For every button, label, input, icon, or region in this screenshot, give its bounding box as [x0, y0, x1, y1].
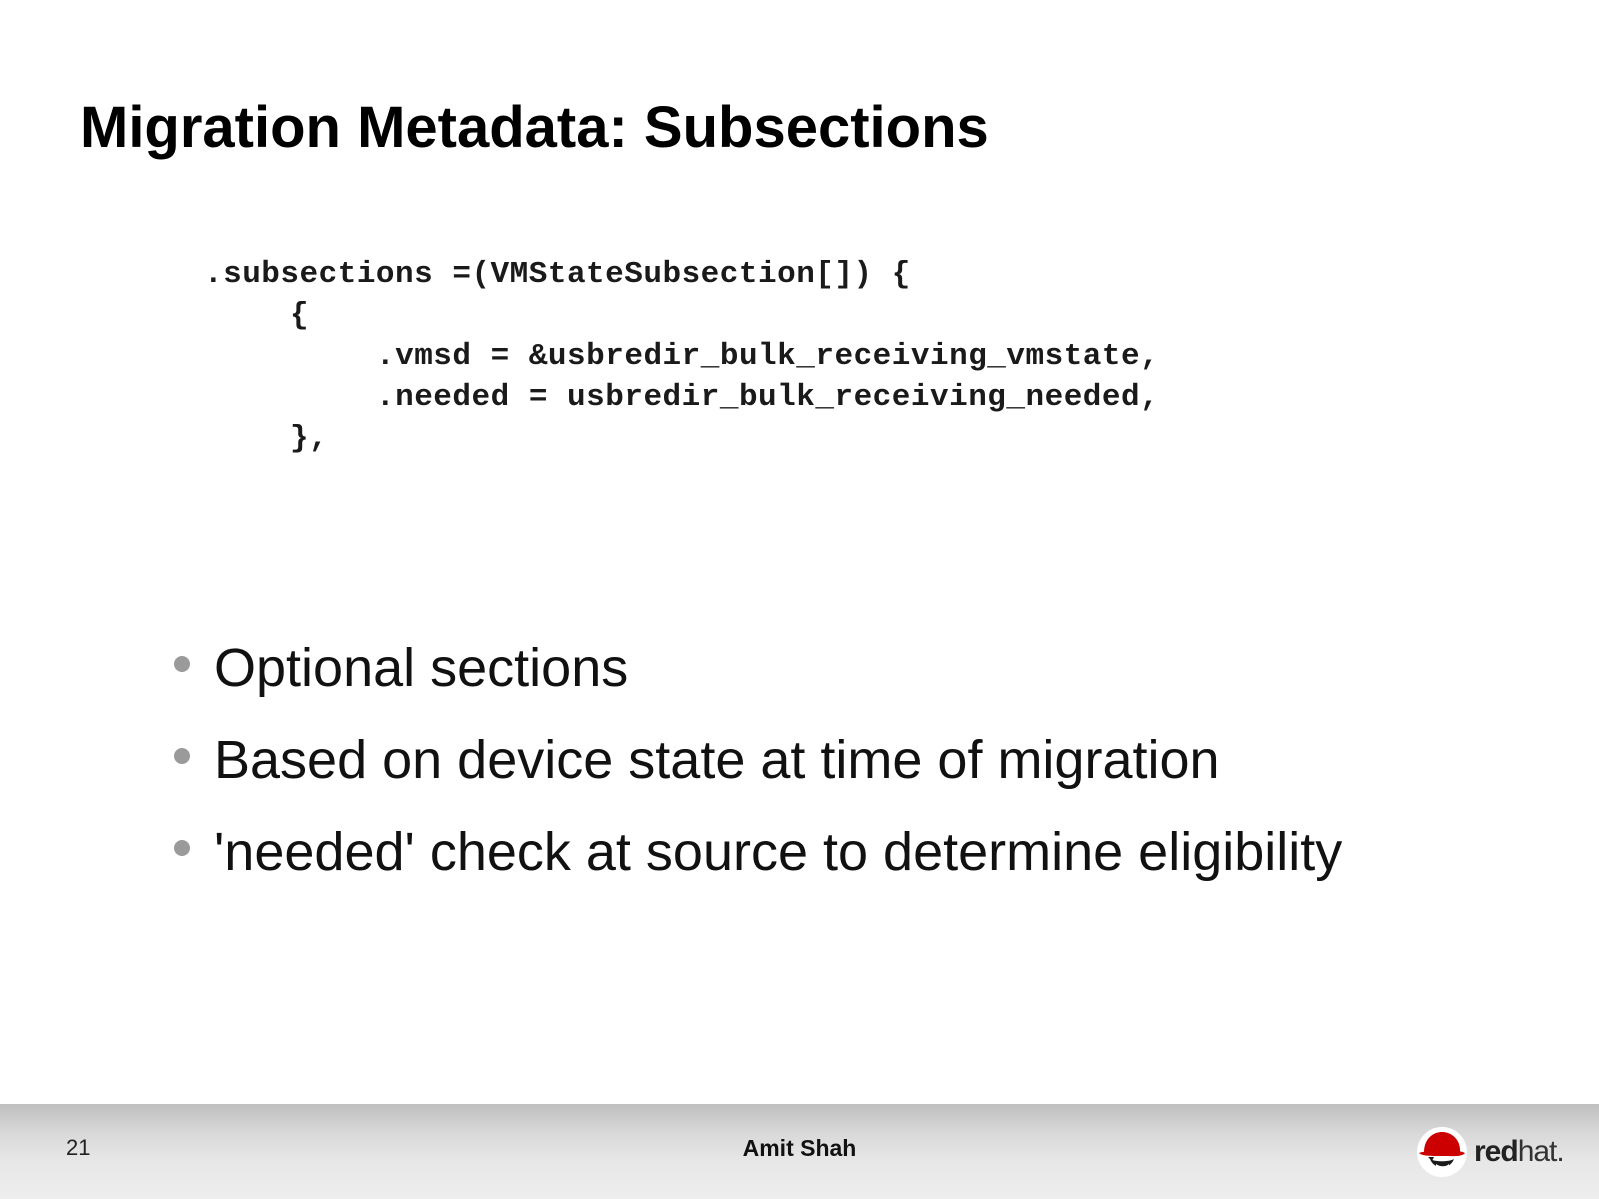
slide-footer [0, 1104, 1599, 1199]
author-name: Amit Shah [742, 1135, 857, 1161]
code-snippet [204, 254, 1159, 459]
bullet-dot-icon [174, 840, 190, 856]
redhat-wordmark [1474, 1134, 1564, 1170]
bullet-list [174, 622, 1342, 898]
bullet-item [174, 806, 1342, 898]
redhat-logo [1416, 1126, 1580, 1178]
page-number: 21 [66, 1135, 91, 1160]
bullet-item [174, 714, 1342, 806]
bullet-text: 'needed' check at source to determine eligibility [214, 822, 1343, 882]
code-line: .needed = usbredir_bulk_receiving_needed, [376, 380, 1160, 415]
code-line: }, [290, 421, 329, 456]
bullet-dot-icon [174, 748, 190, 764]
wordmark-hat: hat [1517, 1135, 1557, 1168]
wordmark-red: red [1474, 1135, 1518, 1168]
redhat-shadowman-icon [1416, 1126, 1468, 1178]
code-line: { [290, 298, 310, 333]
code-line: .subsections =(VMStateSubsection[]) { [204, 257, 911, 292]
code-line: .vmsd = &usbredir_bulk_receiving_vmstate, [376, 339, 1160, 374]
slide-title: Migration Metadata: Subsections [80, 95, 989, 160]
bullet-text: Based on device state at time of migration [214, 730, 1220, 790]
wordmark-trademark: . [1556, 1135, 1564, 1168]
bullet-text: Optional sections [214, 638, 629, 698]
bullet-item [174, 622, 1342, 714]
bullet-dot-icon [174, 656, 190, 672]
